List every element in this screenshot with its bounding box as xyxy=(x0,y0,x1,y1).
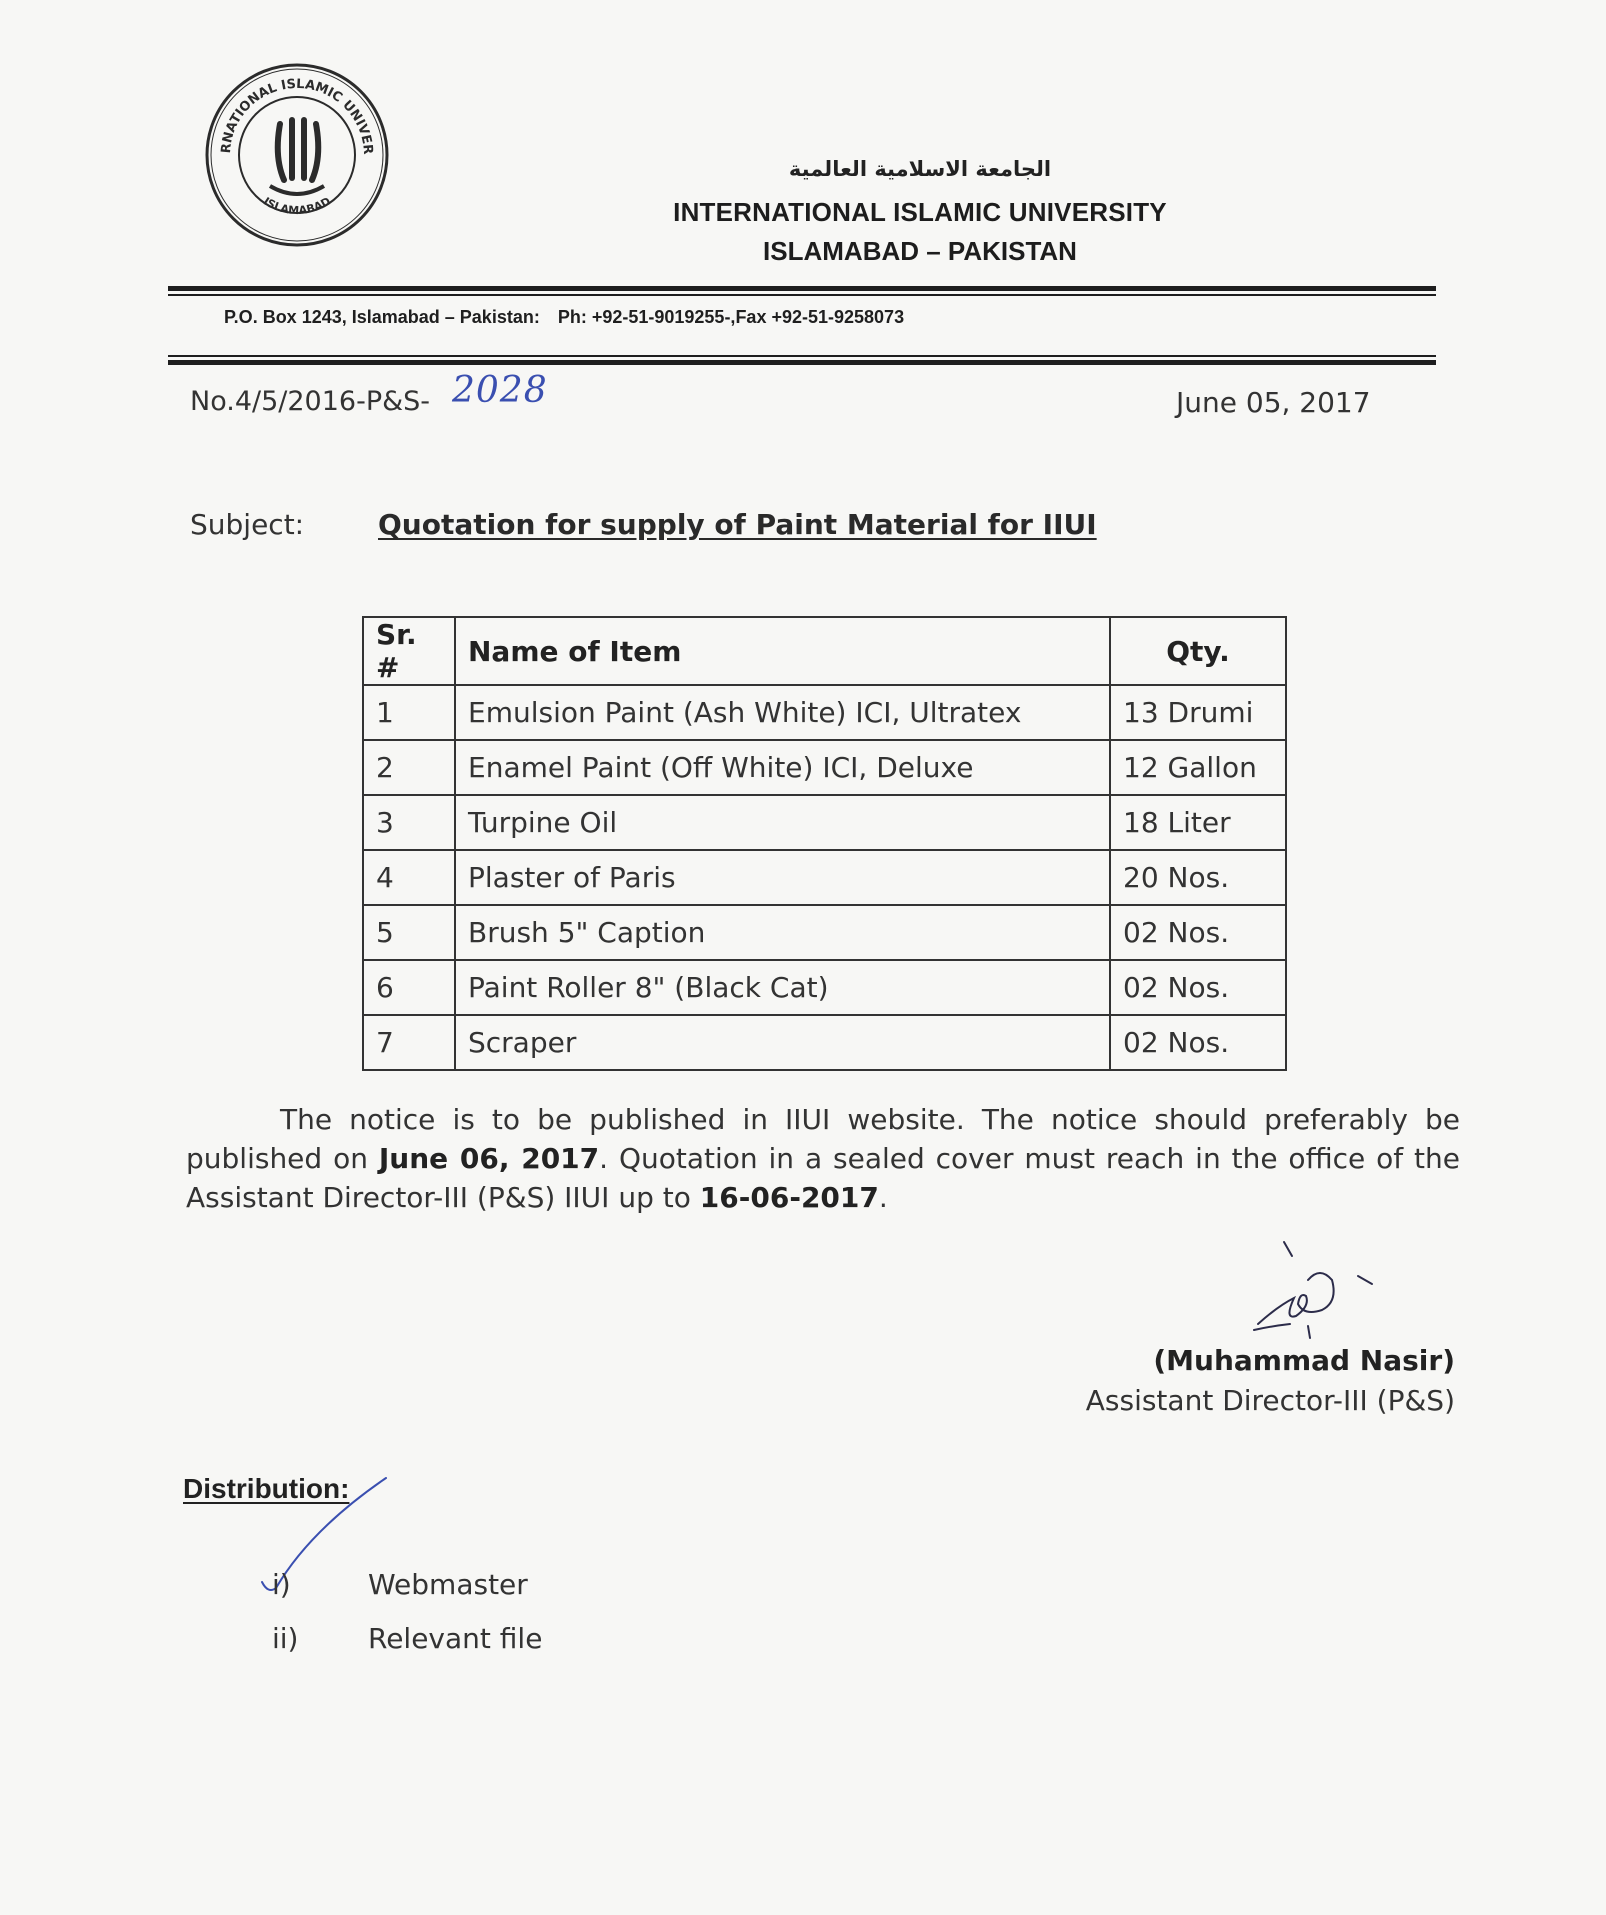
university-name: INTERNATIONAL ISLAMIC UNIVERSITY xyxy=(673,197,1167,227)
cell-qty: 02 Nos. xyxy=(1110,1015,1286,1070)
header-sr: Sr. # xyxy=(363,617,455,685)
cell-item: Brush 5" Caption xyxy=(455,905,1110,960)
handwritten-signature xyxy=(1248,1236,1408,1346)
table-row xyxy=(363,960,1286,1015)
cell-item: Enamel Paint (Off White) ICI, Deluxe xyxy=(455,740,1110,795)
header-rule-bottom-thin xyxy=(168,355,1436,357)
notice-deadline: 16-06-2017 xyxy=(699,1181,879,1214)
svg-text:ISLAMABAD xyxy=(261,195,333,217)
notice-publish-date: June 06, 2017 xyxy=(378,1142,600,1175)
cell-sr: 3 xyxy=(363,795,455,850)
distribution-item-webmaster: Webmaster xyxy=(368,1568,528,1601)
cell-sr: 7 xyxy=(363,1015,455,1070)
cell-sr: 1 xyxy=(363,685,455,740)
subject-text: Quotation for supply of Paint Material for IIUI xyxy=(378,508,1097,541)
cell-sr: 4 xyxy=(363,850,455,905)
seal-top-text: RNATIONAL ISLAMIC UNIVER xyxy=(218,76,376,155)
distribution-number-2: ii) xyxy=(272,1622,299,1655)
contact-phone-fax: Ph: +92-51-9019255-,Fax +92-51-9258073 xyxy=(557,307,905,327)
university-seal-logo xyxy=(204,62,390,248)
cell-qty: 20 Nos. xyxy=(1110,850,1286,905)
header-item-name: Name of Item xyxy=(455,617,1110,685)
header-rule-bottom xyxy=(168,360,1436,365)
cell-sr: 5 xyxy=(363,905,455,960)
distribution-number-1: i) xyxy=(272,1568,291,1601)
cell-item: Turpine Oil xyxy=(455,795,1110,850)
reference-number: No.4/5/2016-P&S- xyxy=(190,386,431,417)
cell-qty: 13 Drumi xyxy=(1110,685,1286,740)
notice-text-1: The notice is to be published in IIUI website. The notice should preferably be published on xyxy=(186,1103,1460,1175)
distribution-heading: Distribution: xyxy=(183,1473,350,1504)
table-header-row xyxy=(363,617,1286,685)
table-row xyxy=(363,740,1286,795)
contact-address: P.O. Box 1243, Islamabad – Pakistan: xyxy=(224,307,540,327)
notice-text-2: . Quotation in a sealed cover must reach in the office of the Assistant Director-III (P&S) IIUI up to xyxy=(186,1142,1460,1214)
cell-qty: 12 Gallon xyxy=(1110,740,1286,795)
table-row xyxy=(363,795,1286,850)
cell-sr: 6 xyxy=(363,960,455,1015)
header-rule-top-thin xyxy=(168,294,1436,296)
cell-item: Paint Roller 8" (Black Cat) xyxy=(455,960,1110,1015)
cell-item: Scraper xyxy=(455,1015,1110,1070)
table-row xyxy=(363,685,1286,740)
seal-bottom-text: ISLAMABAD xyxy=(260,194,333,218)
signatory-name: (Muhammad Nasir) xyxy=(1153,1344,1455,1377)
arabic-university-name: الجامعة الاسلامية العالمية xyxy=(788,157,1052,181)
table-row xyxy=(363,905,1286,960)
cell-qty: 02 Nos. xyxy=(1110,905,1286,960)
handwritten-reference-number: 2028 xyxy=(452,370,548,411)
header-rule-top xyxy=(168,286,1436,291)
cell-sr: 2 xyxy=(363,740,455,795)
cell-qty: 18 Liter xyxy=(1110,795,1286,850)
items-table xyxy=(362,616,1287,1071)
signatory-title: Assistant Director-III (P&S) xyxy=(1085,1384,1455,1417)
cell-item: Plaster of Paris xyxy=(455,850,1110,905)
university-location: ISLAMABAD – PAKISTAN xyxy=(763,236,1077,266)
letter-date: June 05, 2017 xyxy=(1176,386,1371,419)
header-qty: Qty. xyxy=(1110,617,1286,685)
cell-qty: 02 Nos. xyxy=(1110,960,1286,1015)
cell-item: Emulsion Paint (Ash White) ICI, Ultratex xyxy=(455,685,1110,740)
contact-line xyxy=(224,307,904,328)
table-row xyxy=(363,850,1286,905)
notice-text-3: . xyxy=(878,1181,888,1214)
subject-label: Subject: xyxy=(190,508,305,541)
notice-paragraph xyxy=(186,1100,1460,1217)
distribution-item-relevant-file: Relevant file xyxy=(368,1622,543,1655)
table-row xyxy=(363,1015,1286,1070)
